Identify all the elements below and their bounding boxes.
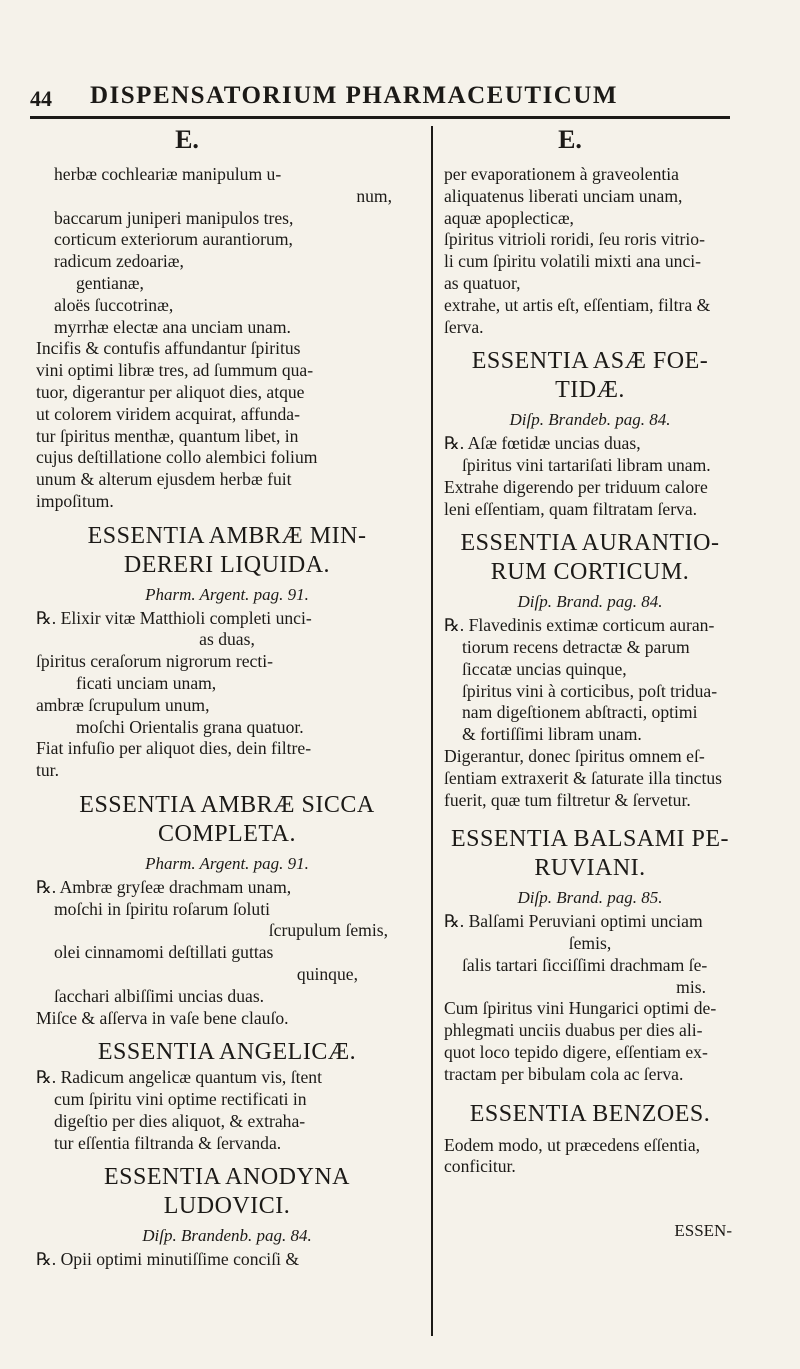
running-title: DISPENSATORIUM PHARMACEUTICUM — [90, 82, 619, 109]
column-divider — [431, 126, 433, 1336]
entry-heading: ESSENTIA ANODYNA — [103, 1164, 350, 1191]
text-line: tur. — [36, 760, 59, 781]
entry-heading: DERERI LIQUIDA. — [123, 551, 331, 578]
text-line: ſemis, — [568, 932, 612, 953]
text-line: ſcrupulum ſemis, — [268, 920, 388, 941]
text-line: tractam per bibulam cola ac ſerva. — [444, 1063, 684, 1084]
source-reference: Diſp. Brandenb. pag. 84. — [142, 1226, 312, 1246]
catchword: ESSEN- — [674, 1221, 732, 1241]
entry-heading: ESSENTIA ASÆ FOE- — [471, 348, 709, 375]
text-line: corticum exteriorum aurantiorum, — [54, 229, 293, 250]
header-rule — [30, 116, 730, 119]
text-line: ſiccatæ uncias quinque, — [462, 658, 627, 679]
text-line: tur eſſentia filtranda & ſervanda. — [54, 1132, 282, 1153]
text-line: digeſtio per dies aliquot, & extraha- — [54, 1110, 306, 1131]
text-line: vini optimi libræ tres, ad ſummum qua- — [36, 360, 314, 381]
entry-ambrae-completa — [36, 791, 418, 1029]
text-line: ſpiritus ceraſorum nigrorum recti- — [36, 651, 273, 672]
text-line: per evaporationem à graveolentia — [444, 164, 679, 184]
text-line: Fiat infuſio per aliquot dies, dein filtre- — [36, 738, 312, 759]
text-line: radicum zedoariæ, — [54, 251, 184, 272]
text-line: ℞. Opii optimi minutiſſime conciſi & — [36, 1249, 300, 1270]
text-line: gentianæ, — [76, 272, 144, 293]
entry-heading: ESSENTIA AMBRÆ MIN- — [87, 522, 367, 549]
text-line: aquæ apoplecticæ, — [444, 207, 574, 228]
column-letter: E. — [175, 125, 199, 154]
text-line: Eodem modo, ut præcedens eſſentia, — [444, 1134, 701, 1155]
text-line: myrrhæ electæ ana unciam unam. — [54, 316, 291, 337]
source-reference: Diſp. Brand. pag. 85. — [517, 888, 663, 908]
entry-anodyna — [36, 1163, 418, 1271]
text-line: ſentiam extraxerit & ſaturate illa tinctus — [444, 767, 722, 788]
source-reference: Diſp. Brand. pag. 84. — [517, 592, 663, 612]
entry-heading: COMPLETA. — [158, 820, 296, 847]
text-line: Miſce & aſſerva in vaſe bene clauſo. — [36, 1007, 289, 1028]
entry-asae-foetidae — [444, 347, 736, 520]
text-line: Digerantur, donec ſpiritus omnem eſ- — [444, 745, 705, 766]
entry-balsami — [444, 825, 736, 1085]
text-line: Extrahe digerendo per triduum calore — [444, 476, 708, 497]
text-line: ſerva. — [444, 316, 484, 337]
text-line: ℞. Radicum angelicæ quantum vis, ſtent — [36, 1067, 322, 1088]
page-number: 44 — [30, 86, 52, 111]
text-line: leni eſſentiam, quam filtratam ſerva. — [444, 498, 698, 519]
text-line: aloës ſuccotrinæ, — [54, 294, 174, 315]
text-line: ℞. Ambræ gryſeæ drachmam unam, — [36, 876, 292, 897]
text-line: num, — [356, 185, 392, 206]
text-line: ℞. Balſami Peruviani optimi unciam — [444, 911, 703, 932]
entry-heading: ESSENTIA ANGELICÆ. — [97, 1039, 357, 1066]
text-line: ſalis tartari ſicciſſimi drachmam ſe- — [462, 954, 708, 975]
text-line: quot loco tepido digere, eſſentiam ex- — [444, 1041, 708, 1062]
entry-heading: RUM CORTICUM. — [490, 559, 690, 586]
entry-ambrae-mindereri — [36, 522, 418, 782]
source-reference: Pharm. Argent. pag. 91. — [145, 584, 309, 604]
text-line: ſpiritus vini à corticibus, poſt tridua- — [462, 680, 718, 701]
entry-angelicae — [36, 1038, 418, 1154]
text-line: nam digeſtionem abſtracti, optimi — [462, 702, 698, 723]
text-line: moſchi in ſpiritu roſarum ſoluti — [54, 898, 270, 919]
text-line: conficitur. — [444, 1156, 516, 1177]
entry-heading: ESSENTIA AURANTIO- — [460, 530, 720, 557]
text-line: tur ſpiritus menthæ, quantum libet, in — [36, 425, 299, 446]
text-line: ſacchari albiſſimi uncias duas. — [54, 985, 265, 1006]
entry-benzoes — [444, 1100, 736, 1179]
text-line: herbæ cochleariæ manipulum u- — [54, 164, 282, 184]
text-line: baccarum juniperi manipulos tres, — [54, 207, 294, 228]
source-reference: Pharm. Argent. pag. 91. — [145, 853, 309, 873]
entry-aurantiorum — [444, 529, 736, 811]
entry-heading: ESSENTIA AMBRÆ SICCA — [79, 791, 375, 818]
text-line: tuor, digerantur per aliquot dies, atque — [36, 381, 305, 402]
text-line: ſpiritus vitrioli roridi, ſeu roris vitrio- — [444, 229, 705, 250]
intro-continuation — [36, 164, 418, 513]
text-line: cum ſpiritu vini optime rectificati in — [54, 1089, 307, 1110]
entry-heading: LUDOVICI. — [163, 1193, 291, 1220]
left-column — [36, 124, 418, 1271]
column-letter: E. — [558, 125, 582, 154]
text-line: ℞. Flavedinis extimæ corticum auran- — [444, 615, 715, 636]
text-line: as quatuor, — [444, 272, 521, 293]
text-line: li cum ſpiritu volatili mixti ana unci- — [444, 251, 702, 272]
entry-heading: ESSENTIA BALSAMI PE- — [450, 826, 730, 853]
text-line: fuerit, quæ tum filtretur & ſervetur. — [444, 789, 691, 810]
text-line: aliquatenus liberati unciam unam, — [444, 185, 683, 206]
text-line: moſchi Orientalis grana quatuor. — [76, 716, 304, 737]
text-line: impoſitum. — [36, 490, 114, 511]
entry-heading: RUVIANI. — [534, 855, 646, 882]
intro-continuation — [444, 164, 736, 338]
text-line: ut colorem viridem acquirat, affunda- — [36, 403, 300, 424]
text-line: quinque, — [296, 963, 358, 984]
text-line: ℞. Elixir vitæ Matthioli completi unci- — [36, 607, 312, 628]
text-line: ficati unciam unam, — [76, 672, 217, 693]
text-line: ſpiritus vini tartariſati libram unam. — [462, 454, 711, 475]
text-line: mis. — [676, 976, 706, 997]
source-reference: Diſp. Brandeb. pag. 84. — [509, 410, 671, 430]
text-line: ℞. Aſæ fœtidæ uncias duas, — [444, 433, 641, 454]
text-line: & fortiſſimi libram unam. — [462, 724, 642, 745]
text-line: Incifis & contufis affundantur ſpiritus — [36, 338, 301, 359]
entry-heading: TIDÆ. — [555, 377, 625, 404]
entry-heading: ESSENTIA BENZOES. — [469, 1100, 711, 1127]
text-line: as duas, — [199, 629, 255, 650]
text-line: extrahe, ut artis eſt, eſſentiam, filtra & — [444, 294, 711, 315]
text-line: Cum ſpiritus vini Hungarici optimi de- — [444, 998, 717, 1019]
text-line: ambræ ſcrupulum unum, — [36, 694, 210, 715]
text-line: unum & alterum ejusdem herbæ fuit — [36, 469, 292, 490]
right-column — [444, 124, 736, 1242]
text-line: olei cinnamomi deſtillati guttas — [54, 942, 274, 963]
text-line: cujus deſtillatione collo alembici folium — [36, 447, 318, 468]
text-line: tiorum recens detractæ & parum — [462, 636, 690, 657]
text-line: phlegmati unciis duabus per dies ali- — [444, 1020, 703, 1041]
